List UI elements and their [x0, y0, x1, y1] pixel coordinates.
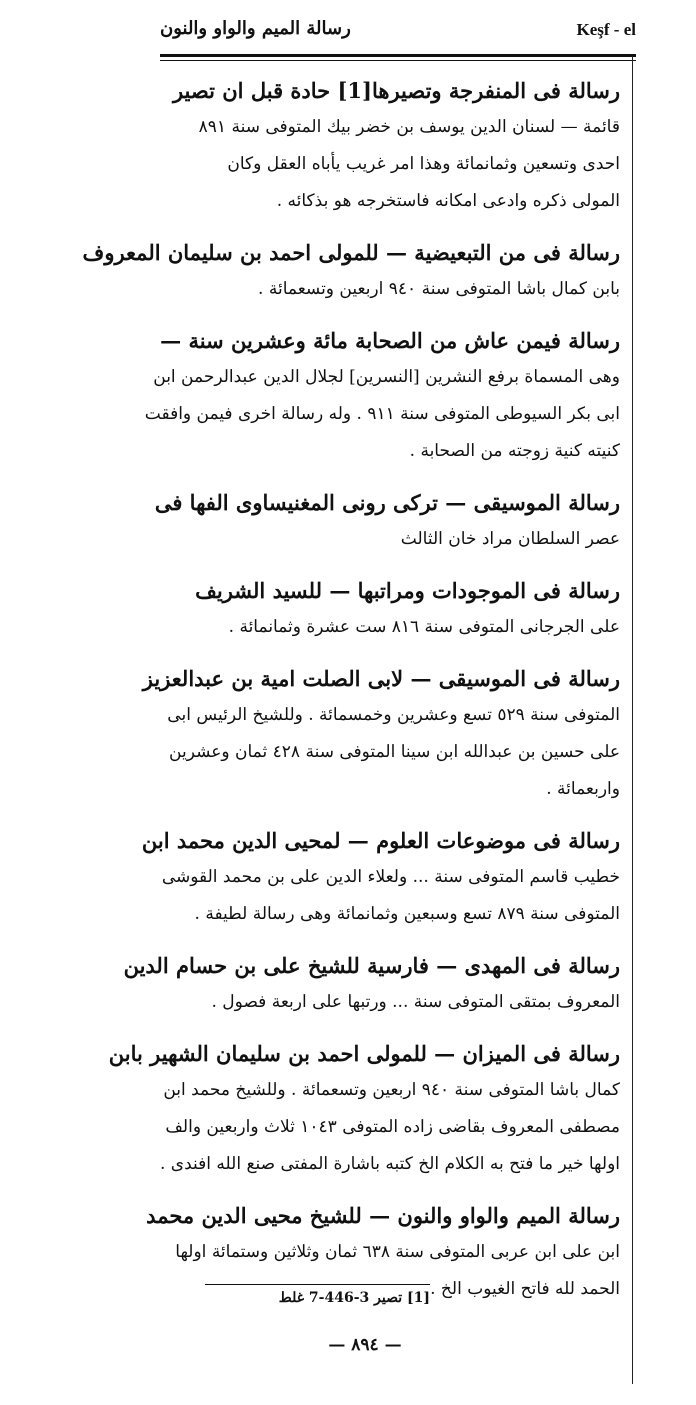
entry-line: بابن كمال باشا المتوفى سنة ٩٤٠ اربعين وتسعمائة .: [258, 279, 620, 299]
entry-title-line: رسالة فى موضوعات العلوم — لمحيى الدين محمد ابن: [141, 828, 620, 853]
header-label: Keşf - el: [576, 20, 636, 39]
entry-text: [144, 322, 620, 470]
entry-text: [108, 1035, 620, 1183]
entry-line: واربعمائة .: [546, 779, 620, 799]
entry-line: مصطفى المعروف بقاضى زاده المتوفى ١٠٤٣ ثلاث واربعين والف: [165, 1117, 620, 1137]
entry-text: [160, 72, 620, 220]
entry-text: [82, 234, 620, 308]
entry-line: المتوفى سنة ٨٧٩ تسع وسبعين وثمانمائة وهى رسالة لطيفة .: [194, 904, 620, 924]
entry-text: [160, 572, 620, 646]
entry-text: [142, 660, 620, 808]
entry-line: على حسين بن عبدالله ابن سينا المتوفى سنة ٤٢٨ ثمان وعشرين: [169, 742, 620, 762]
entry-line: عصر السلطان مراد خان الثالث: [400, 529, 620, 549]
page-header: [160, 18, 636, 48]
entry-title-line: رسالة فى الميزان — للمولى احمد بن سليمان الشهير بابن: [108, 1041, 620, 1066]
entry-line: اولها خير ما فتح به الكلام الخ كتبه باشارة المفتى صنع الله افندى .: [159, 1154, 620, 1174]
entry-title-line: رسالة فى المنفرجة وتصيرها[1] حادة قبل ان تصير: [172, 78, 620, 103]
entry-line: الحمد لله فاتح الغيوب الخ .: [430, 1279, 620, 1299]
column-rule: [632, 56, 633, 1384]
entry-line: احدى وتسعين وثمانمائة وهذا امر غريب يأباه العقل وكان: [227, 154, 620, 174]
entry: [108, 1035, 620, 1183]
entry-text: [123, 947, 620, 1021]
entry-line: خطيب قاسم المتوفى سنة ... ولعلاء الدين على بن محمد القوشى: [161, 867, 620, 887]
entry-line: على الجرجانى المتوفى سنة ٨١٦ ست عشرة وثمانمائة .: [228, 617, 620, 637]
entry-line: ابن على ابن عربى المتوفى سنة ٦٣٨ ثمان وثلاثين وستمائة اولها: [175, 1242, 620, 1262]
entry: [123, 947, 620, 1021]
entry: [160, 572, 620, 646]
entry: [160, 72, 620, 220]
entry-line: قائمة — لسنان الدين يوسف بن خضر بيك المتوفى سنة ٨٩١: [198, 117, 620, 137]
entry-line: المعروف بمتقى المتوفى سنة ... ورتبها على اربعة فصول .: [211, 992, 620, 1012]
entry-title-line: رسالة فى الموجودات ومراتبها — للسيد الشريف: [195, 578, 620, 603]
entry-line: وهى المسماة برفع النشرين [النسرين] لجلال الدين عبدالرحمن ابن: [153, 367, 620, 387]
entry-title-line: رسالة الميم والواو والنون — للشيخ محيى الدين محمد: [146, 1203, 620, 1228]
entry-title-line: رسالة الموسيقى — تركى رونى المغنيساوى الفها فى: [154, 490, 620, 515]
entry-line: المتوفى سنة ٥٢٩ تسع وعشرين وخمسمائة . وللشيخ الرئيس ابى: [167, 705, 620, 725]
entry-line: المولى ذكره وادعى امكانه فاستخرجه هو بذكائه .: [276, 191, 620, 211]
entry-title-line: رسالة فى الموسيقى — لابى الصلت امية بن عبدالعزيز: [142, 666, 620, 691]
entries-body: [82, 72, 620, 1322]
entry: [154, 484, 620, 558]
header-rule-thick: [160, 54, 636, 57]
entry-text: [141, 822, 620, 933]
entry-line: ابى بكر السيوطى المتوفى سنة ٩١١ . وله رسالة اخرى فيمن وافقت: [144, 404, 620, 424]
page-number: — ٨٩٤ —: [328, 1335, 402, 1355]
entry-line: كنيته كنية زوجته من الصحابة .: [409, 441, 620, 461]
footnote: [1] تصير 3-446-7 غلط: [278, 1290, 430, 1306]
entry-line: كمال باشا المتوفى سنة ٩٤٠ اربعين وتسعمائة . وللشيخ محمد ابن: [163, 1080, 620, 1100]
entry: [142, 660, 620, 808]
entry: [144, 322, 620, 470]
header-rule-thin: [160, 60, 636, 61]
entry: [141, 822, 620, 933]
entry-title-line: رسالة فيمن عاش من الصحابة مائة وعشرين سنة —: [160, 328, 620, 353]
entry: [82, 234, 620, 308]
entry-title-line: رسالة فى من التبعيضية — للمولى احمد بن سليمان المعروف: [82, 240, 620, 265]
footnote-rule: [205, 1284, 430, 1285]
running-title: رسالة الميم والواو والنون: [160, 18, 351, 39]
entry-title-line: رسالة فى المهدى — فارسية للشيخ على بن حسام الدين: [123, 953, 620, 978]
entry-text: [154, 484, 620, 558]
